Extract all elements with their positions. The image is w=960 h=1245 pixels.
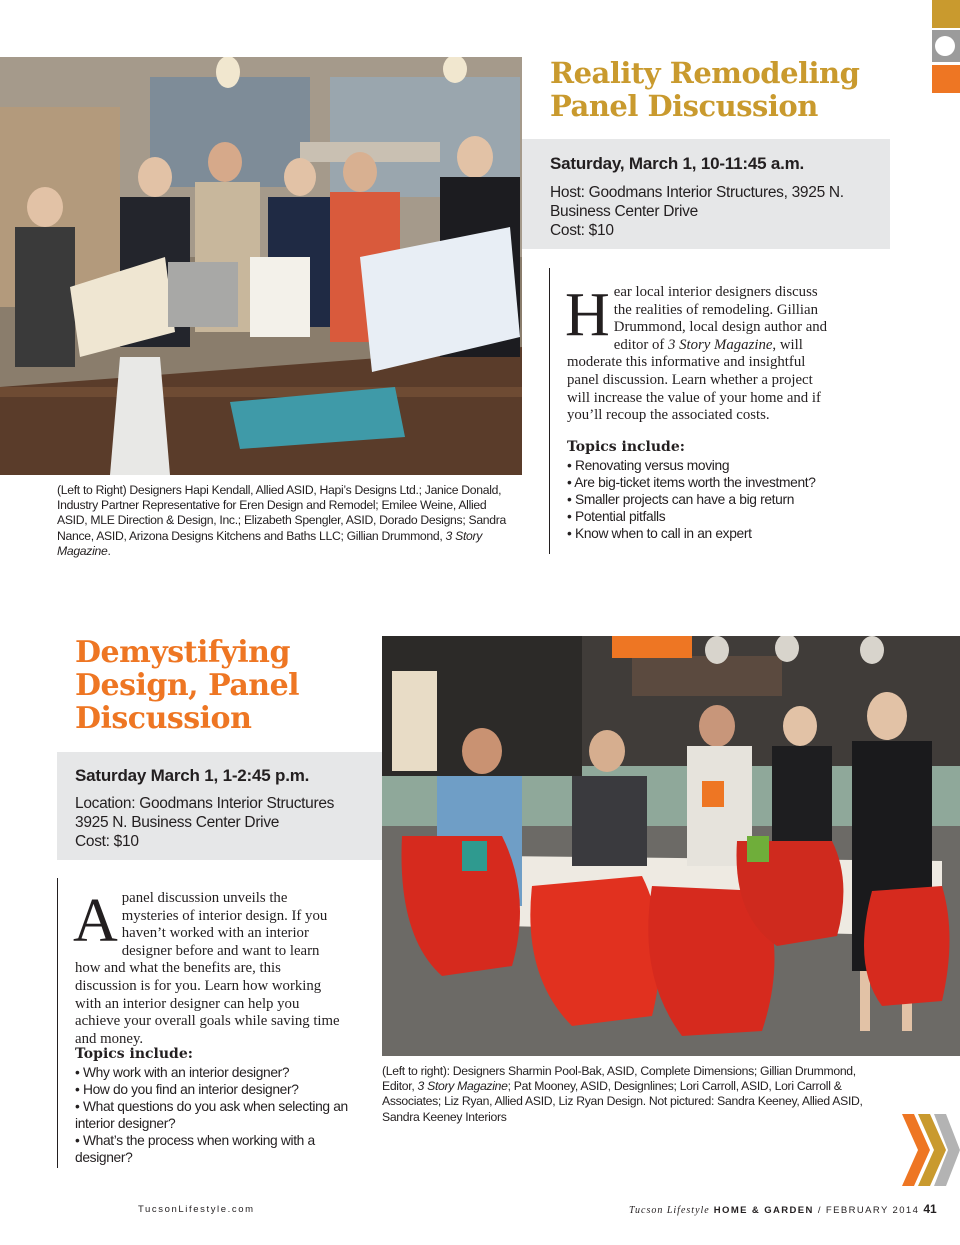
section2-address: 3925 N. Business Center Drive <box>75 814 280 831</box>
section2-location: Location: Goodmans Interior Structures <box>75 795 335 812</box>
section1-topics-heading: Topics include: <box>567 439 685 455</box>
footer-issue: / FEBRUARY 2014 <box>817 1205 920 1216</box>
footer-section: HOME & GARDEN <box>713 1205 814 1216</box>
section1-host: Host: Goodmans Interior Structures, 3925 N. <box>550 184 844 201</box>
section1-title <box>550 57 920 123</box>
section1-divider <box>549 268 550 554</box>
footer-magazine: Tucson Lifestyle <box>629 1205 710 1216</box>
section1-info-box <box>522 139 890 249</box>
section1-date: Saturday, March 1, 10-11:45 a.m. <box>550 154 805 173</box>
section1-address: Business Center Drive <box>550 203 698 220</box>
section2-info-box <box>57 752 382 860</box>
circle-icon <box>935 36 955 56</box>
section2-divider <box>57 878 58 1168</box>
section1-body: Hear local interior designers discuss the realities of remodeling. Gillian Drummond, local design author and editor of 3 Story Magazine, will moderate this informative and insightful panel discussion. Learn whether a project will increase the value of your home and if you’ll recoup the associated costs. <box>565 281 828 424</box>
section2-topics-heading: Topics include: <box>75 1046 193 1062</box>
section1-dropcap: H <box>565 281 610 349</box>
footer-folio <box>629 1202 937 1216</box>
section1-topics <box>567 439 867 542</box>
topic-item: • Why work with an interior designer? <box>75 1065 290 1080</box>
section2-title <box>75 636 375 735</box>
photo-designers-table <box>0 57 522 475</box>
section2-photo-caption: (Left to right): Designers Sharmin Pool-Bak, ASID, Complete Dimensions; Gillian Drummond, Editor, 3 Story Magazine; Pat Mooney, ASID, Designlines; Lori Carroll, ASID, Lori Carroll & Associates; Liz Ryan, Allied ASID, Liz Ryan Design. Not pictured: Sandra Keeney, Allied ASID, Sandra Keeney Interiors <box>382 1064 863 1124</box>
section2-body: Apanel discussion unveils the mysteries of interior design. If you haven’t worked with an interior designer before and want to learn how and what the benefits are, this discussion is for you. Learn how working with an interior designer can help you achieve your overall goals while saving time and money. <box>73 887 340 1047</box>
section1-title-line2: Panel Discussion <box>550 89 818 123</box>
photo-designers-red-chairs <box>382 636 960 1056</box>
topic-item: • What questions do you ask when selecting an interior designer? <box>75 1099 348 1131</box>
topic-item: • How do you find an interior designer? <box>75 1082 299 1097</box>
footer-website: TucsonLifestyle.com <box>138 1204 255 1215</box>
topic-item: • Potential pitfalls <box>567 509 666 524</box>
section2-dropcap: A <box>73 887 118 955</box>
section2-title-line2: Design, Panel <box>75 668 300 703</box>
page-number: 41 <box>923 1202 937 1216</box>
section1-photo-caption: (Left to Right) Designers Hapi Kendall, Allied ASID, Hapi’s Designs Ltd.; Janice Donald, Industry Partner Representative for Eren Design and Remodel; Emilee Weine, Allied ASID, MLE Direction & Design, Inc.; Elizabeth Spengler, ASID, Dorado Designs; Sandra Nance, ASID, Arizona Designs Kitchens and Baths LLC; Gillian Drummond, 3 Story Magazine. <box>57 483 506 558</box>
topic-item: • Know when to call in an expert <box>567 526 752 541</box>
corner-tab-gray <box>932 30 960 62</box>
section2-title-line1: Demystifying <box>75 635 290 670</box>
section2-date: Saturday March 1, 1-2:45 p.m. <box>75 766 310 785</box>
topic-item: • Smaller projects can have a big return <box>567 492 795 507</box>
corner-tab-orange <box>932 65 960 93</box>
section1-title-line1: Reality Remodeling <box>550 56 860 90</box>
topic-item: • What’s the process when working with a designer? <box>75 1133 315 1165</box>
topic-item: • Are big-ticket items worth the investment? <box>567 475 816 490</box>
topic-item: • Renovating versus moving <box>567 458 730 473</box>
chevrons-decoration <box>900 1112 960 1188</box>
section2-title-line3: Discussion <box>75 701 252 736</box>
section2-cost: Cost: $10 <box>75 833 139 850</box>
section2-topics <box>75 1046 360 1166</box>
corner-tab-gold <box>932 0 960 28</box>
section1-cost: Cost: $10 <box>550 222 614 239</box>
